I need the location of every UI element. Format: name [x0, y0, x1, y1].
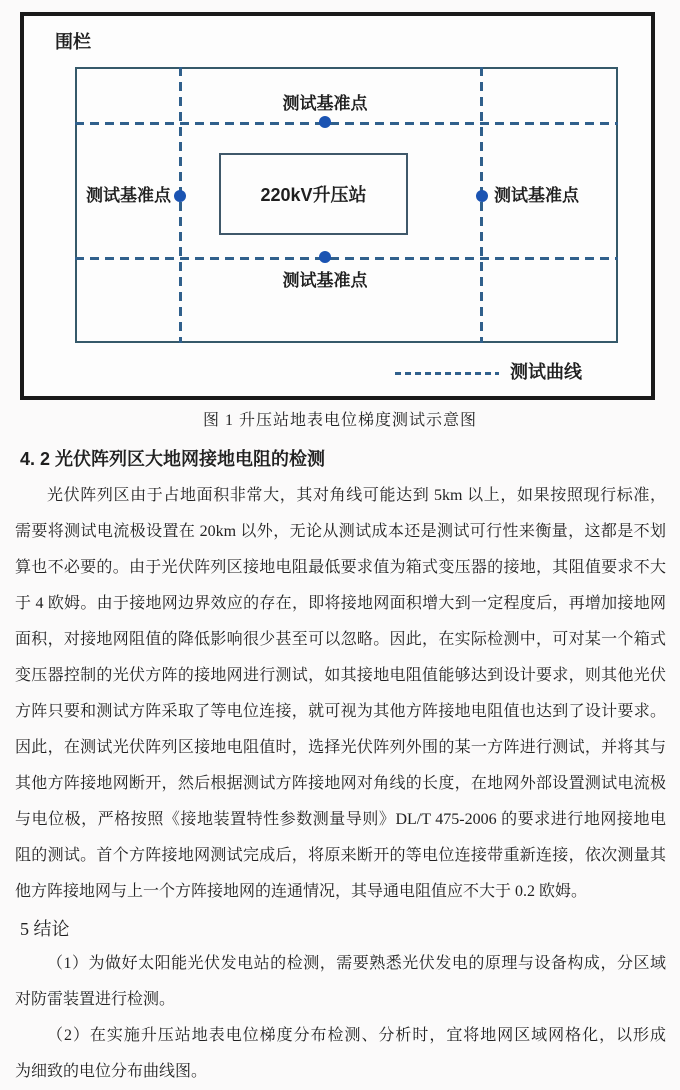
text-line: 方阵只要和测试方阵采取了等电位连接，就可视为其他方阵接地电阻值也达到了设计要求。: [15, 703, 666, 720]
reference-point-dot-left: [174, 190, 186, 202]
test-curve-horizontal-top: [75, 122, 618, 125]
reference-point-dot-bottom: [319, 251, 331, 263]
text-line: 其他方阵接地网断开，然后根据测试方阵接地网对角线的长度，在地网外部设置测试电流极: [15, 775, 666, 792]
station-label: 220kV升压站: [260, 185, 367, 205]
text-line: 于 4 欧姆。由于接地网边界效应的存在，即将接地网面积增大到一定程度后，再增加接地网: [15, 595, 666, 612]
reference-point-label-right: 测试基准点: [494, 186, 579, 205]
test-curve-legend-line: [395, 372, 499, 375]
text-area: [0, 444, 680, 1090]
text-line: 需要将测试电流极设置在 20km 以外，无论从测试成本还是测试可行性来衡量，这都是不划: [15, 523, 666, 540]
text-line: 变压器控制的光伏方阵的接地网进行测试，如其接地电阻值能够达到设计要求，则其他光伏: [15, 667, 666, 684]
text-line: 为细致的电位分布曲线图。: [15, 1063, 208, 1080]
test-curve-horizontal-bottom: [75, 257, 618, 260]
legend: [395, 360, 582, 384]
fence-label: 围栏: [55, 32, 91, 52]
text-line: 光伏阵列区由于占地面积非常大，其对角线可能达到 5km 以上，如果按照现行标准，: [47, 487, 666, 504]
reference-point-dot-top: [319, 116, 331, 128]
conclusion-paragraph-2: [15, 1018, 666, 1090]
text-line: （2）在实施升压站地表电位梯度分布检测、分析时，宜将地网区域网格化，以形成: [47, 1027, 666, 1044]
text-line: 面积，对接地网阻值的降低影响很少甚至可以忽略。因此，在实际检测中，可对某一个箱式: [15, 631, 666, 648]
figure-1-diagram: [20, 12, 655, 400]
text-line: 他方阵接地网与上一个方阵接地网的连通情况，其导通电阻值应不大于 0.2 欧姆。: [15, 883, 588, 900]
text-line: 因此，在测试光伏阵列区接地电阻值时，选择光伏阵列外围的某一方阵进行测试，并将其与: [15, 739, 666, 756]
conclusion-paragraph-1: [15, 946, 666, 1018]
test-curve-vertical-right: [480, 67, 483, 343]
text-line: 算也不必要的。由于光伏阵列区接地电阻最低要求值为箱式变压器的接地，其阻值要求不大: [15, 559, 666, 576]
text-line: （1）为做好太阳能光伏发电站的检测，需要熟悉光伏发电的原理与设备构成，分区域: [47, 955, 666, 972]
text-line: 与电位极，严格按照《接地装置特性参数测量导则》DL/T 475-2006 的要求进行地网接地电: [15, 811, 666, 828]
text-line: 阻的测试。首个方阵接地网测试完成后，将原来断开的等电位连接带重新连接，依次测量其: [15, 847, 666, 864]
station-box: [219, 153, 408, 235]
reference-point-label-bottom: 测试基准点: [282, 271, 368, 290]
section-heading-4-2: 4. 2 光伏阵列区大地网接地电阻的检测: [20, 449, 326, 469]
figure-caption: 图 1 升压站地表电位梯度测试示意图: [202, 412, 477, 429]
test-curve-legend-label: 测试曲线: [510, 362, 582, 382]
section-heading-5: 5 结论: [20, 919, 70, 939]
test-curve-vertical-left: [179, 67, 182, 343]
reference-point-label-left: 测试基准点: [86, 186, 171, 205]
reference-point-label-top: 测试基准点: [282, 94, 368, 113]
section-4-2-paragraph: [15, 478, 666, 910]
reference-point-dot-right: [476, 190, 488, 202]
text-line: 对防雷装置进行检测。: [15, 991, 176, 1008]
